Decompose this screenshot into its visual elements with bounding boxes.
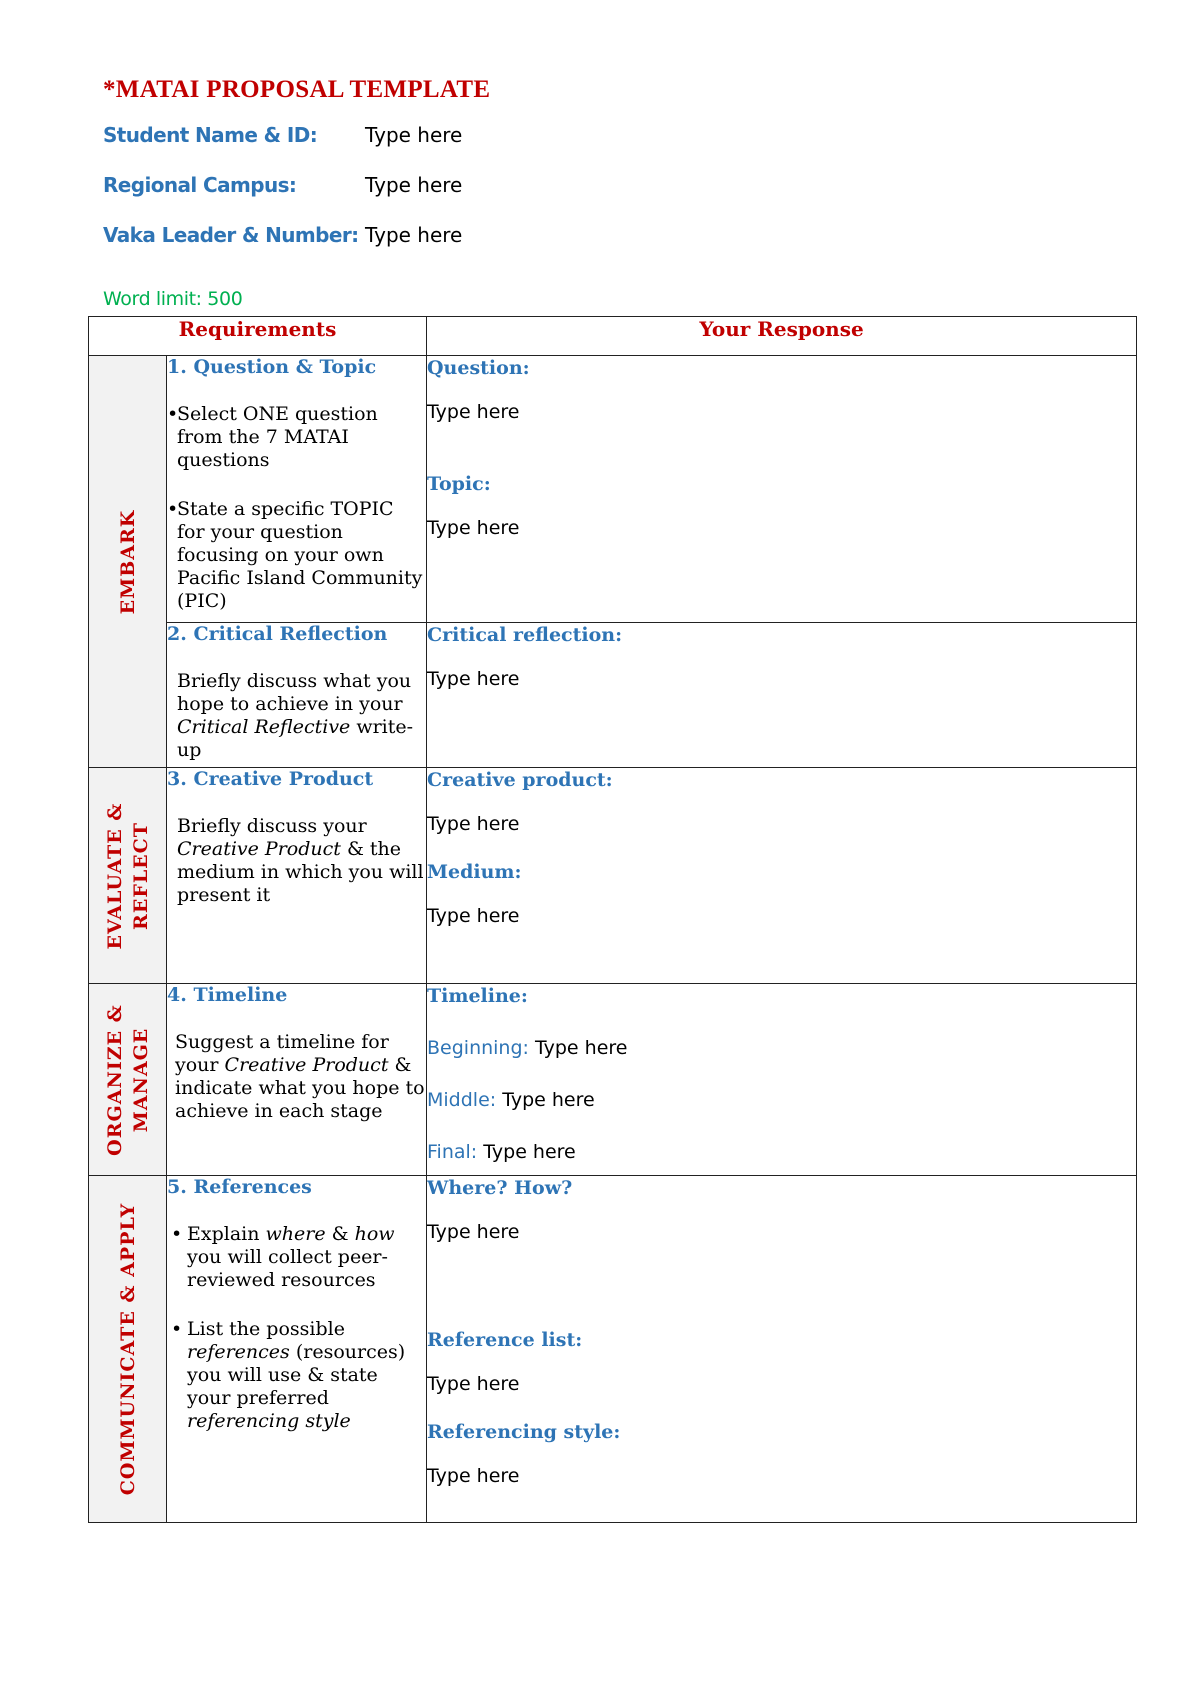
description-text: Briefly discuss what you hope to achieve in your <box>177 670 412 715</box>
bullet-emphasis: how <box>354 1223 395 1245</box>
phase-evaluate-reflect <box>89 768 167 984</box>
bullet-text-part: Explain <box>187 1223 266 1245</box>
requirement-title: 4. Timeline <box>167 984 288 1006</box>
document-title: *MATAI PROPOSAL TEMPLATE <box>103 76 491 103</box>
stage-label: Final: <box>427 1141 478 1163</box>
table-header-row <box>89 317 1137 356</box>
stage-value[interactable]: Type here <box>477 1141 576 1163</box>
response-header: Your Response <box>427 317 1137 356</box>
phase-label-line: MANAGE <box>129 1027 152 1132</box>
phase-label-line: ORGANIZE & <box>103 1003 126 1156</box>
bullet-emphasis: where <box>265 1223 326 1245</box>
bullet-text <box>187 1223 426 1292</box>
response-heading: Referencing style: <box>427 1421 621 1443</box>
stage-label: Middle: <box>427 1089 497 1111</box>
table-row <box>89 623 1137 768</box>
response-cell <box>427 356 1137 623</box>
timeline-middle[interactable] <box>427 1088 1136 1112</box>
vaka-leader-field[interactable]: Type here <box>365 223 463 247</box>
response-heading: Medium: <box>427 861 522 883</box>
requirement-cell <box>167 768 427 984</box>
timeline-final[interactable] <box>427 1140 1136 1164</box>
table-row <box>89 1176 1137 1523</box>
requirement-bullet <box>167 403 426 472</box>
timeline-beginning[interactable] <box>427 1036 1136 1060</box>
requirement-title: 2. Critical Reflection <box>167 623 388 645</box>
response-heading: Timeline: <box>427 985 528 1007</box>
bullet-emphasis: references <box>187 1341 290 1363</box>
student-name-field[interactable]: Type here <box>365 123 463 147</box>
phase-label-communicate: COMMUNICATE & APPLY <box>116 1202 139 1496</box>
requirement-title: 3. Creative Product <box>167 768 374 790</box>
regional-campus-label: Regional Campus: <box>103 173 297 197</box>
phase-communicate-apply <box>89 1176 167 1523</box>
phase-organize-manage <box>89 984 167 1176</box>
requirement-title: 1. Question & Topic <box>167 356 377 378</box>
bullet-icon: • <box>171 1223 183 1245</box>
requirement-bullet <box>167 1318 426 1433</box>
requirement-description <box>167 670 426 762</box>
response-heading: Topic: <box>427 473 491 495</box>
requirements-header: Requirements <box>89 317 427 356</box>
response-heading: Critical reflection: <box>427 624 623 646</box>
table-row <box>89 984 1137 1176</box>
description-text: & indicate what you hope to achieve in each stage <box>175 1054 425 1122</box>
bullet-text-part: (resources) you will use & state your preferred <box>187 1341 406 1409</box>
reference-list-input[interactable]: Type here <box>427 1373 520 1395</box>
phase-label-line: REFLECT <box>129 821 152 930</box>
requirement-bullet <box>167 498 426 613</box>
description-text: write-up <box>177 716 414 761</box>
requirement-cell <box>167 356 427 623</box>
requirement-description <box>167 815 426 907</box>
table-row <box>89 768 1137 984</box>
table-row <box>89 356 1137 623</box>
description-emphasis: Creative Product <box>177 838 341 860</box>
medium-input[interactable]: Type here <box>427 905 520 927</box>
phase-embark <box>89 356 167 768</box>
student-name-label: Student Name & ID: <box>103 123 318 147</box>
requirement-bullet <box>167 1223 426 1292</box>
phase-label-line: EVALUATE & <box>103 802 126 949</box>
bullet-text: State a specific TOPIC for your question focusing on your own Pacific Island Community (PIC) <box>177 498 423 612</box>
bullet-icon: • <box>167 498 179 520</box>
response-cell <box>427 623 1137 768</box>
phase-label-embark: EMBARK <box>116 509 139 614</box>
requirement-title: 5. References <box>167 1176 312 1198</box>
bullet-text-part: you will collect peer-reviewed resources <box>187 1246 388 1291</box>
bullet-emphasis: referencing style <box>187 1410 351 1432</box>
description-emphasis: Critical Reflective <box>177 716 351 738</box>
stage-label: Beginning: <box>427 1037 529 1059</box>
requirement-cell <box>167 984 427 1176</box>
critical-reflection-input[interactable]: Type here <box>427 668 520 690</box>
where-how-input[interactable]: Type here <box>427 1221 520 1243</box>
topic-input[interactable]: Type here <box>427 517 520 539</box>
phase-label-organize <box>102 1004 154 1156</box>
description-text: Suggest a timeline for your <box>175 1031 389 1076</box>
response-heading: Question: <box>427 357 530 379</box>
requirement-cell <box>167 623 427 768</box>
requirement-cell <box>167 1176 427 1523</box>
response-heading: Creative product: <box>427 769 613 791</box>
creative-product-input[interactable]: Type here <box>427 813 520 835</box>
proposal-table <box>88 316 1137 1523</box>
bullet-text-part: & <box>325 1223 355 1245</box>
response-cell <box>427 1176 1137 1523</box>
response-heading: Reference list: <box>427 1329 583 1351</box>
question-input[interactable]: Type here <box>427 401 520 423</box>
word-limit: Word limit: 500 <box>103 288 243 310</box>
vaka-leader-label: Vaka Leader & Number: <box>103 223 359 247</box>
description-emphasis: Creative Product <box>224 1054 389 1076</box>
stage-value[interactable]: Type here <box>528 1037 628 1059</box>
bullet-icon: • <box>167 403 179 425</box>
response-heading: Where? How? <box>427 1177 573 1199</box>
referencing-style-input[interactable]: Type here <box>427 1465 520 1487</box>
description-text: Briefly discuss your <box>177 815 367 837</box>
phase-label-evaluate <box>102 802 154 949</box>
description-text: & the medium in which you will present it <box>177 838 424 906</box>
bullet-text-part: List the possible <box>187 1318 345 1340</box>
requirement-description <box>167 1031 426 1123</box>
bullet-icon: • <box>171 1318 183 1340</box>
stage-value[interactable]: Type here <box>496 1089 595 1111</box>
response-cell <box>427 984 1137 1176</box>
bullet-text: Select ONE question from the 7 MATAI questions <box>177 403 378 471</box>
bullet-text <box>187 1318 426 1433</box>
response-cell <box>427 768 1137 984</box>
regional-campus-field[interactable]: Type here <box>365 173 463 197</box>
